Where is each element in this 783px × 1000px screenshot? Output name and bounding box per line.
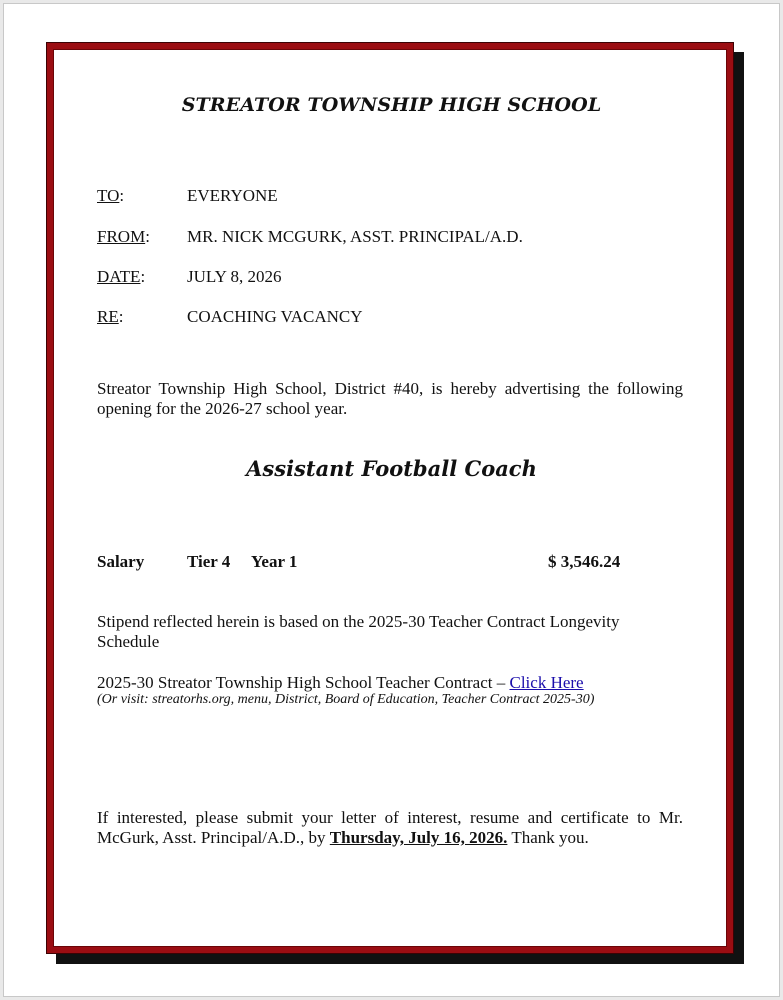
memo-to-label: TO:	[97, 186, 125, 205]
contract-text: 2025-30 Streator Township High School Teacher Contract –	[97, 673, 510, 692]
contract-line	[97, 673, 683, 693]
memo-from-value: MR. NICK MCGURK, ASST. PRINCIPAL/A.D.	[187, 227, 523, 246]
closing-suffix: Thank you.	[507, 828, 589, 847]
salary-label: Salary	[97, 552, 145, 571]
closing-paragraph	[97, 808, 683, 848]
memo-to-value: EVERYONE	[187, 186, 278, 205]
salary-tier: Tier 4	[187, 552, 231, 571]
position-title: Assistant Football Coach	[246, 456, 537, 481]
salary-year: Year 1	[251, 552, 298, 571]
memo-re-label-text: RE	[97, 307, 119, 326]
visit-note: (Or visit: streatorhs.org, menu, District, Board of Education, Teacher Contract 2025-30)	[97, 692, 595, 707]
memo-date-label: DATE:	[97, 267, 146, 286]
memo-from-label-text: FROM	[97, 227, 146, 246]
intro-paragraph: Streator Township High School, District #40, is hereby advertising the following opening for the 2026-27 school year.	[97, 379, 683, 418]
contract-click-here-link[interactable]: Click Here	[509, 673, 584, 692]
memo-to-label-text: TO	[97, 186, 120, 205]
closing-prefix: If interested, please submit your letter of interest, resume and certificate to Mr. McGurk, Asst. Principal/A.D., by	[97, 808, 683, 847]
memo-date-label-text: DATE	[97, 267, 141, 286]
school-name-heading: STREATOR TOWNSHIP HIGH SCHOOL	[181, 94, 602, 116]
closing-deadline: Thursday, July 16, 2026.	[329, 828, 508, 847]
memo-date-value: JULY 8, 2026	[187, 267, 282, 286]
memo-re-value: COACHING VACANCY	[187, 307, 363, 326]
salary-amount: $ 3,546.24	[548, 552, 621, 571]
memo-from-label: FROM:	[97, 227, 150, 246]
memo-re-label: RE:	[97, 307, 124, 326]
stipend-note: Stipend reflected herein is based on the 2025-30 Teacher Contract Longevity Schedule	[97, 612, 620, 651]
